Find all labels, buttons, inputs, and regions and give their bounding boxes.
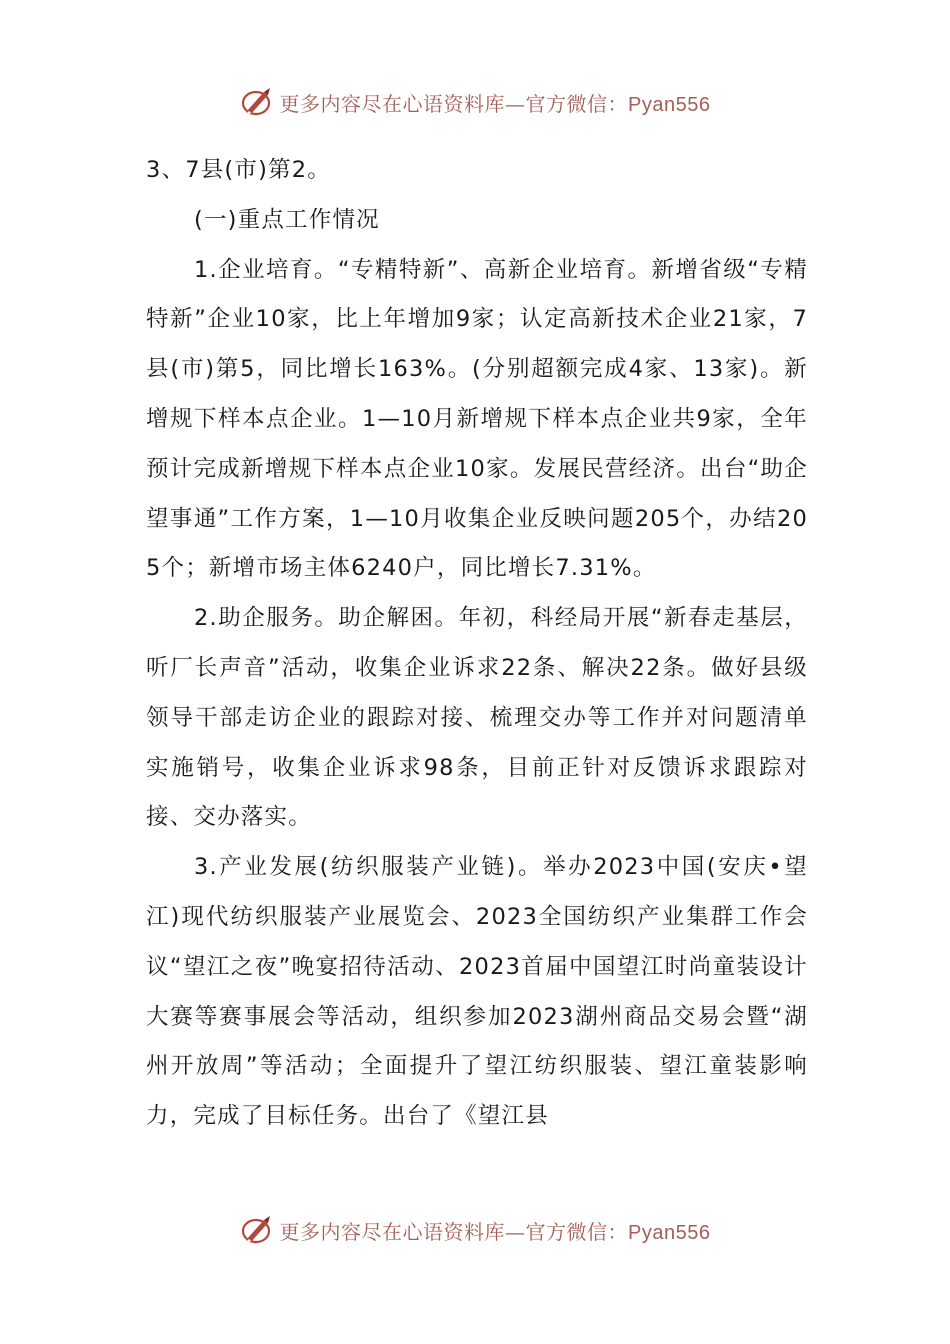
watermark-contact-label: 官方微信：: [525, 1219, 629, 1244]
watermark-main: 更多内容尽在心语资料库: [279, 1219, 506, 1244]
header-watermark: [0, 82, 950, 122]
watermark-text: [280, 1216, 711, 1245]
paragraph-rank-line: 3、7县(市)第2。: [146, 157, 332, 183]
watermark-contact-label: 官方微信：: [525, 91, 629, 116]
paragraph-enterprise-service: 2.助企服务。助企解困。年初，科经局开展“新春走基层，听厂长声音”活动，收集企业诉求22条、解决22条。做好县级领导干部走访企业的跟踪对接、梳理交办等工作并对问题清单实施销号，收集企业诉求98条，目前正针对反馈诉求跟踪对接、交办落实。: [146, 605, 808, 831]
document-body: [146, 146, 808, 1142]
section-heading-key-work: (一)重点工作情况: [194, 206, 380, 233]
pen-logo-icon: [240, 1214, 276, 1246]
watermark-dash: —: [505, 91, 526, 116]
watermark-main: 更多内容尽在心语资料库: [279, 91, 506, 116]
paragraph-industry-development: 3.产业发展(纺织服装产业链)。举办2023中国(安庆•望江)现代纺织服装产业展览会、2023全国纺织产业集群工作会议“望江之夜”晚宴招待活动、2023首届中国望江时尚童装设计大赛等赛事展会等活动，组织参加2023湖州商品交易会暨“湖州开放周”等活动；全面提升了望江纺织服装、望江童装影响力，完成了目标任务。出台了《望江县: [146, 854, 808, 1130]
watermark-text: [280, 88, 711, 117]
watermark-contact-id: Pyan556: [628, 1221, 711, 1244]
footer-watermark: [0, 1210, 950, 1250]
pen-logo-icon: [240, 86, 276, 118]
watermark-dash: —: [505, 1219, 526, 1244]
watermark-contact-id: Pyan556: [628, 93, 711, 116]
paragraph-enterprise-cultivation: 1.企业培育。“专精特新”、高新企业培育。新增省级“专精特新”企业10家，比上年增加9家；认定高新技术企业21家，7县(市)第5，同比增长163%。(分别超额完成4家、13家)。新增规下样本点企业。1—10月新增规下样本点企业共9家，全年预计完成新增规下样本点企业10家。发展民营经济。出台“助企望事通”工作方案，1—10月收集企业反映问题205个，办结205个；新增市场主体6240户，同比增长7.31%。: [146, 256, 808, 582]
